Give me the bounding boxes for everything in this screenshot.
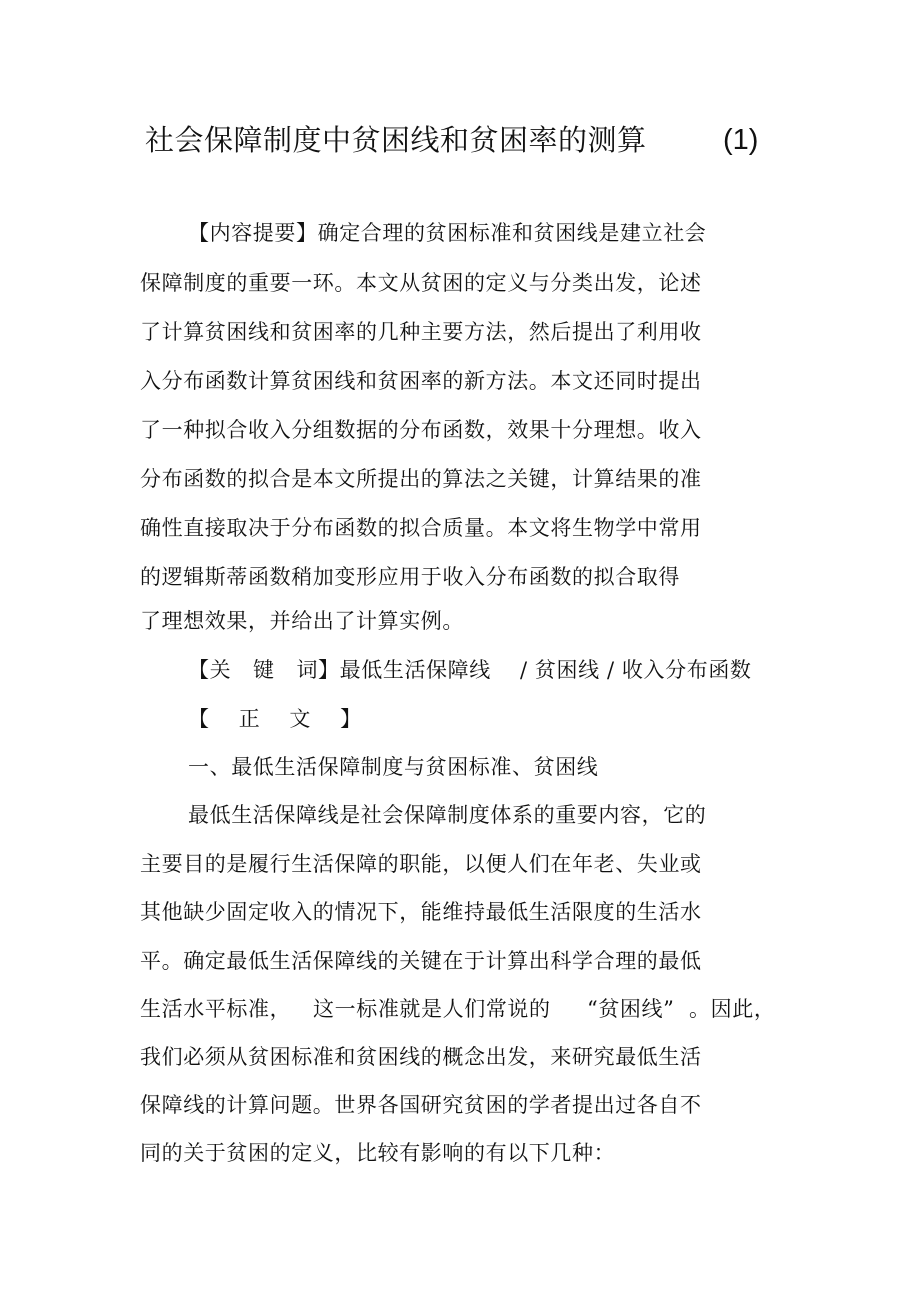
text-line: 生活水平标准， 这一标准就是人们常说的 “贫困线” 。因此， xyxy=(140,997,776,1021)
text-line: 入分布函数计算贫困线和贫困率的新方法。本文还同时提出 xyxy=(140,369,702,393)
text-line: 保障线的计算问题。世界各国研究贫困的学者提出过各自不 xyxy=(140,1093,702,1117)
text-line: 确性直接取决于分布函数的拟合质量。本文将生物学中常用 xyxy=(140,516,702,540)
text-line: 保障制度的重要一环。本文从贫困的定义与分类出发，论述 xyxy=(140,271,702,295)
text-line: 一、最低生活保障制度与贫困标准、贫困线 xyxy=(188,755,599,779)
text-line: 主要目的是履行生活保障的职能，以便人们在年老、失业或 xyxy=(140,852,702,876)
text-line: 【关 键 词】最低生活保障线 / 贫困线 / 收入分布函数 xyxy=(188,658,752,682)
document-title: 社会保障制度中贫困线和贫困率的测算 xyxy=(145,123,647,157)
text-line: 分布函数的拟合是本文所提出的算法之关键，计算结果的准 xyxy=(140,467,702,491)
text-line: 【 正 文 】 xyxy=(188,707,362,731)
text-line: 最低生活保障线是社会保障制度体系的重要内容，它的 xyxy=(188,803,707,827)
text-line: 平。确定最低生活保障线的关键在于计算出科学合理的最低 xyxy=(140,949,702,973)
text-line: 了一种拟合收入分组数据的分布函数，效果十分理想。收入 xyxy=(140,418,702,442)
text-line: 我们必须从贫困标准和贫困线的概念出发，来研究最低生活 xyxy=(140,1045,702,1069)
text-line: 了理想效果，并给出了计算实例。 xyxy=(140,609,464,633)
text-line: 其他缺少固定收入的情况下，能维持最低生活限度的生活水 xyxy=(140,900,702,924)
text-line: 同的关于贫困的定义，比较有影响的有以下几种： xyxy=(140,1141,616,1165)
text-line: 了计算贫困线和贫困率的几种主要方法，然后提出了利用收 xyxy=(140,320,702,344)
document-title-number: (1) xyxy=(723,124,759,156)
text-line: 【内容提要】确定合理的贫困标准和贫困线是建立社会 xyxy=(188,221,707,245)
text-line: 的逻辑斯蒂函数稍加变形应用于收入分布函数的拟合取得 xyxy=(140,565,680,589)
